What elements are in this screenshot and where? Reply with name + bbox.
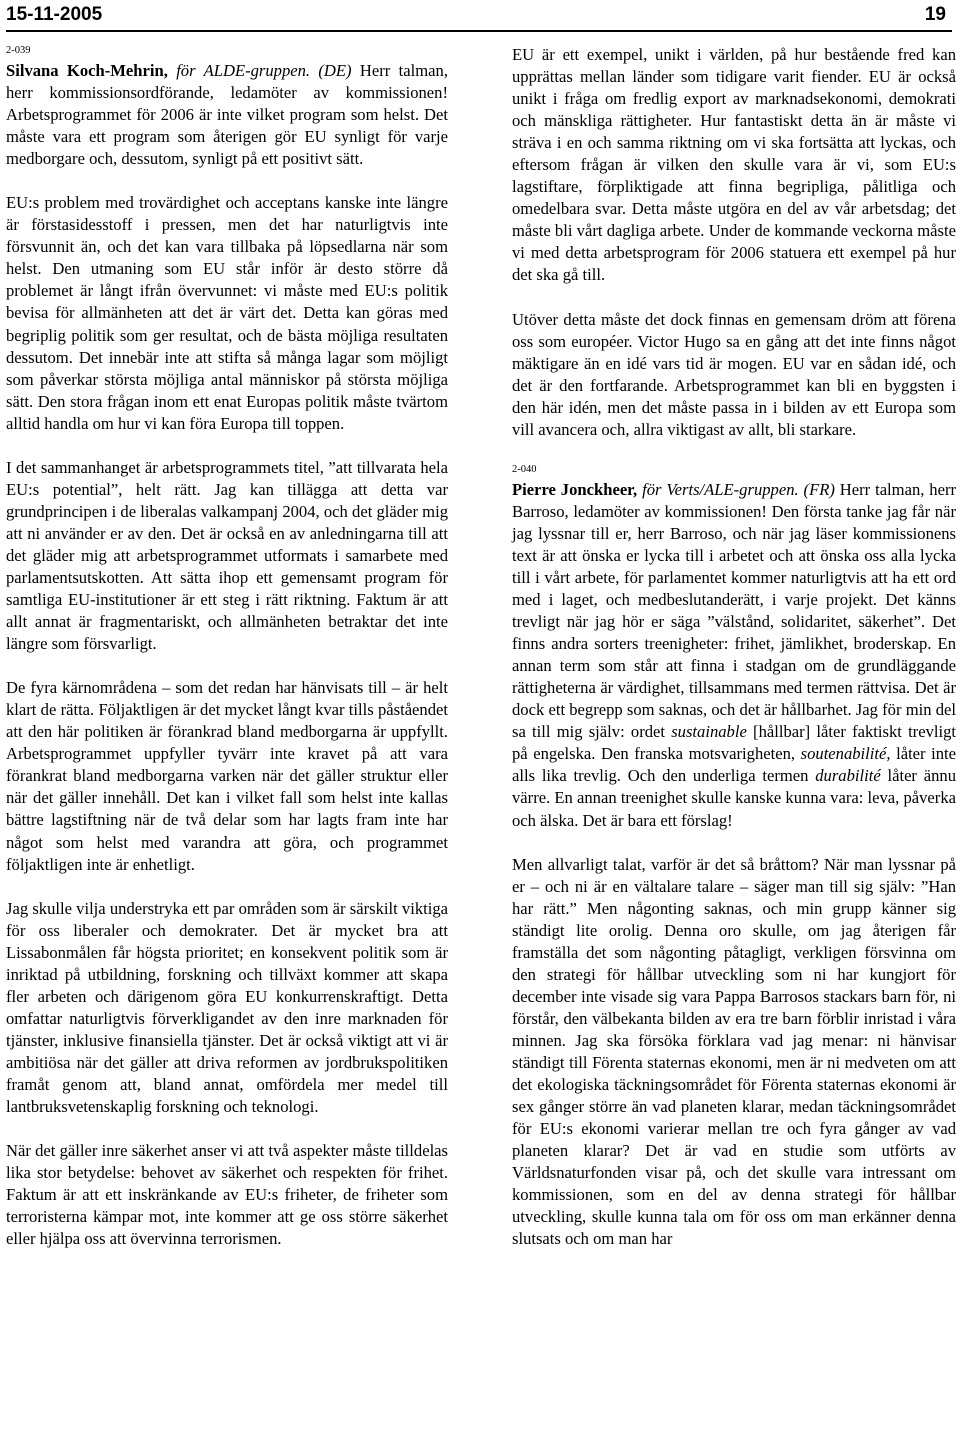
- paragraph: Utöver detta måste det dock finnas en gemensam dröm att förena oss som européer. Victor Hugo sa en gång att det inte finns något mäktigare än en idé vars tid är mogen. EU var en sådan idé, och det är den fortfarande. Arbetsprogrammet kan bli en byggsten i den här idén, men det måste passa in i bilden av ett Europa som vill avancera och, allra viktigast av allt, bli starkare.: [512, 309, 956, 439]
- page-header: [6, 0, 952, 34]
- paragraph-text: låter ännu värre. En annan treenighet skulle kanske kunna vara: leva, påverka och älska. Det är bara ett förslag!: [512, 766, 957, 830]
- intervention-jonckheer: [512, 463, 956, 832]
- header-page-number: 19: [924, 4, 946, 25]
- intervention-ref: 2-039: [6, 45, 31, 56]
- paragraph: Men allvarligt talat, varför är det så bråttom? När man lyssnar på er – och ni är en vältalare talare – säger man till sig själv: ”Han har rätt.” Men någonting saknas, och min grupp känner sig ständigt lite orolig. Denna oro skulle, om jag återigen får framställa det som någonting påtagligt, verkligen försvinna om den strategi för hållbar utveckling som ni har kungjort för december inte visade sig vara Pappa Barrosos stackars barn för, ni förstår, den välbekanta bilden av era tre barn förblir inristad i våra minnen. Jag ska försöka förklara vad jag menar: ni hänvisar ständigt till Förenta staternas ekonomi, men är ni medveten om att det ekologiska täckningsområdet för Förenta staternas ekonomi är sex gånger större än vad planeten klarar, medan täckningsområdet för EU:s ekonomi varierar mellan tre och fyra gånger av vad planeten klarar? Det är vad en studie som utförts av Världsnaturfonden visar på, och det skulle vara intressant om kommissionen, som en del av denna strategi för hållbar utveckling, skulle kunna tala om för oss om man erkänner denna slutsats och om man har: [512, 854, 956, 1249]
- intervention-koch-mehrin: [6, 44, 448, 170]
- paragraph-text: Herr talman, herr kommissionsordförande, ledamöter av kommissionen! Arbetsprogrammet för 2006 är inte vilket program som helst. Det måste vara ett program som återigen gör EU synligt för varje medborgare och, dessutom, synligt på ett positivt sätt.: [6, 61, 448, 169]
- term-durabilite: durabilité: [815, 766, 881, 786]
- paragraph: EU är ett exempel, unikt i världen, på hur bestående fred kan upprättas mellan länder som tidigare varit fiender. EU är också unikt i fråga om fredlig export av marknadsekonomi, demokrati och mänskliga rättigheter. Hur fantastiskt detta än är måste vi sträva i en och samma riktning om vi ska fortsätta att lyckas, och eftersom frågan är vilken den skulle vara är vi, som EU:s lagstiftare, förpliktigade att finna begripliga, pålitliga och omedelbara svar. Detta måste utgöra en del av vår arbetsdag; det måste bli vårt dagliga arbete. Under de kommande veckorna måste vi med detta arbetsprogram för 2006 statuera ett exempel på hur det ska gå till.: [512, 45, 956, 285]
- speaker-group: för Verts/ALE-gruppen.: [642, 479, 799, 499]
- speaker-name: Pierre Jonckheer,: [512, 479, 638, 499]
- speaker-group: för ALDE-gruppen.: [176, 61, 311, 80]
- paragraph: När det gäller inre säkerhet anser vi att två aspekter måste tilldelas lika stor betydelse: behovet av säkerhet och respekten för frihet. Faktum är att ett inskränkande av EU:s friheter, de friheter som terroristerna kämpar mot, inte kommer att ge oss större säkerhet eller hjälpa oss att övervinna terrorismen.: [6, 1141, 448, 1249]
- header-date: 15-11-2005: [6, 4, 103, 25]
- speaker-name: Silvana Koch-Mehrin,: [6, 61, 168, 80]
- paragraph-text: låter inte alls lika trevlig. Och den underliga termen: [512, 744, 957, 786]
- term-sustainable: sustainable: [671, 722, 747, 742]
- left-column: [6, 44, 448, 1272]
- intervention-ref: 2-040: [512, 463, 537, 475]
- paragraph: De fyra kärnområdena – som det redan har hänvisats till – är helt klart de rätta. Följaktligen är det mycket långt kvar tills påståendet att den här politiken är förankrad bland medborgarna är uppfyllt. Arbetsprogrammet uppfyller tyvärr inte kravet på att vara förankrat bland medborgarna varken när det gäller struktur eller när det gäller innehåll. Det kan i vilket fall som helst inte kallas bättre lagstiftning när de två delar som har lagts fram inte har något som helst med varandra att göra, och programmet följaktligen inte är enhetligt.: [6, 678, 448, 874]
- paragraph-text: Herr talman, herr Barroso, ledamöter av kommissionen! Den första tanke jag får när jag lyssnar till er, herr Barroso, och när jag läser kommissionens text är att önska er lycka till i arbetet och att önska oss alla lycka till i vårt arbete, för parlamentet kommer naturligtvis att ha ett ord med i laget, och medbeslutanderätt, i varje projekt. Det känns trevligt när jag hör er säga ”välstånd, solidaritet, säkerhet”. Det finns andra sorters treenigheter: frihet, jämlikhet, broderskap. En annan term som står att finna i stadgan om de grundläggande rättigheterna är värdighet, tillsammans med termen rättvisa. Det är dock ett begrepp som saknas, och det är hållbarhet. Jag för min del sa till mig själv: ordet: [512, 479, 956, 742]
- paragraph-text: [hållbar] låter faktiskt trevligt på engelska. Den franska motsvarigheten,: [512, 722, 956, 764]
- term-soutenabilite: soutenabilité,: [800, 744, 891, 764]
- speaker-language: (DE): [318, 61, 352, 80]
- right-column: [512, 44, 956, 1272]
- paragraph: EU:s problem med trovärdighet och acceptans kanske inte längre är förstasidesstoff i pressen, men det har naturligtvis inte försvunnit än, och det kan vara tillbaka på löpsedlarna när som helst. Den utmaning som EU står inför är desto större då problemet är långt ifrån övervunnet: vi måste med EU:s politik bevisa för allmänheten att det är värt det. Detta kan göras med begriplig politik som ger resultat, och de bästa möjliga resultaten dessutom. Det innebär inte att stifta så många lagar som möjligt som påverkar största möjliga antal människor på största möjliga sätt. Den stora frågan inom ett enat Europas politik måste tvärtom alltid handla om hur vi kan föra Europa till toppen.: [6, 193, 448, 433]
- paragraph: I det sammanhanget är arbetsprogrammets titel, ”att tillvarata hela EU:s potential”, helt rätt. Jag kan tillägga att detta var grundprincipen i de liberalas valkampanj 2004, och det gläder mig att ni använder er av den. Det är också en av anledningarna till att det gläder mig att arbetsprogrammet utformats i samarbete med parlamentsutskotten. Att sätta ihop ett gemensamt program för samtliga EU-institutioner är ett steg i rätt riktning. Faktum är att allt annat är fragmentariskt, och allmänheten betraktar det inte längre som försvarligt.: [6, 457, 448, 654]
- paragraph: Jag skulle vilja understryka ett par områden som är särskilt viktiga för oss liberaler och demokrater. Det är mycket bra att Lissabonmålen får högsta prioritet; en konsekvent politik som är inriktad på utbildning, forskning och tillväxt kommer att skapa fler arbeten och därigenom göra EU konkurrenskraftigt. Detta omfattar naturligtvis förverkligandet av den inre marknaden för tjänster, inklusive finansiella tjänster. Det är också viktigt att vi är ambitiösa när det gäller att driva reformen av jordbrukspolitiken framåt genom att, bland annat, omfördela mer medel till lantbruksvetenskaplig forskning och teknologi.: [6, 898, 448, 1117]
- speaker-language: (FR): [803, 479, 835, 499]
- header-rule: [6, 30, 952, 32]
